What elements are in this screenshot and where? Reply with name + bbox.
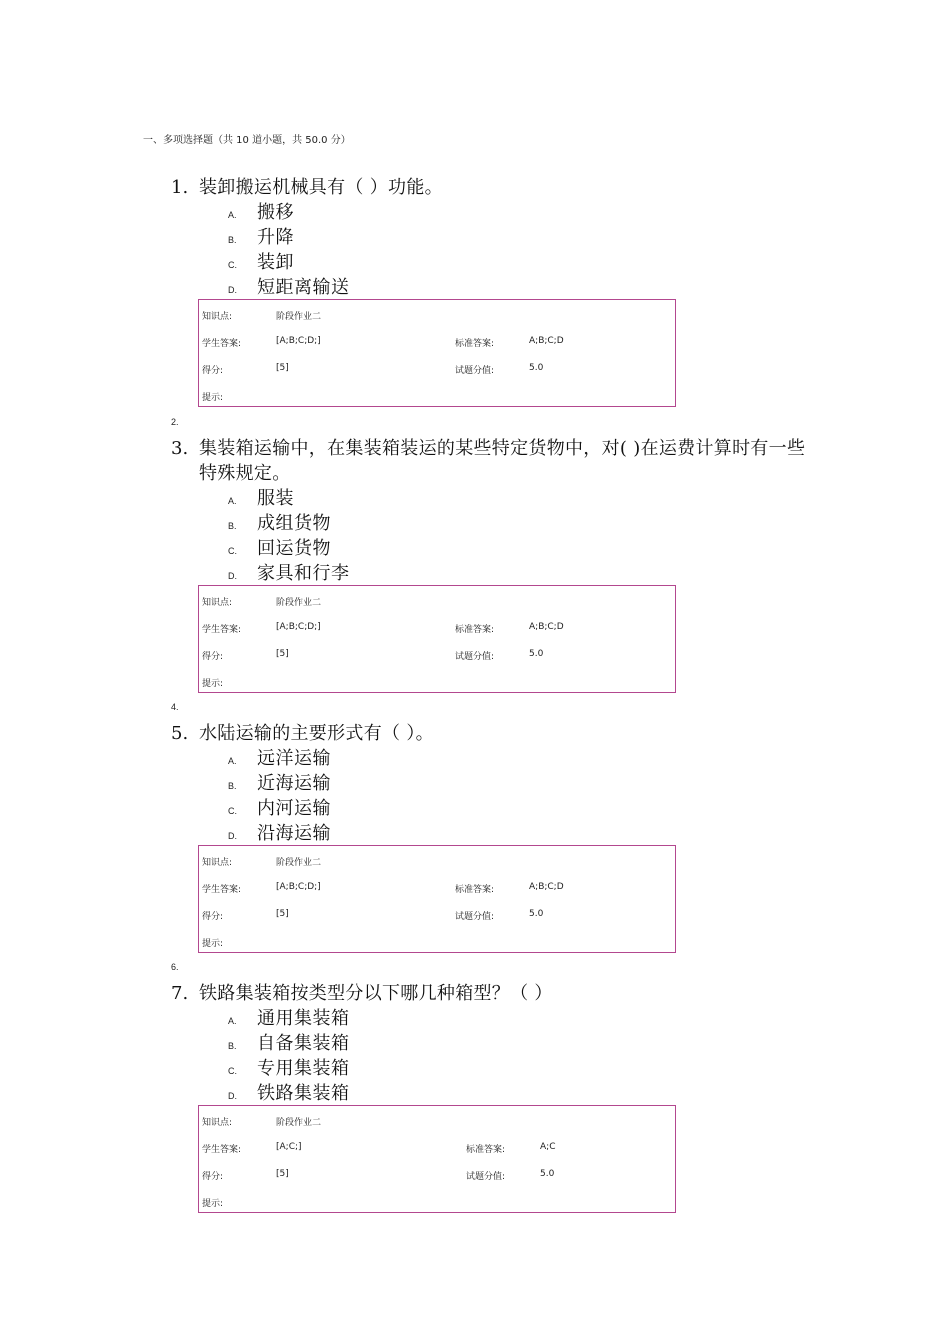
question-value: 5.0 (529, 363, 544, 373)
knowledge-label: 知识点: (202, 1118, 233, 1128)
option-text: 通用集装箱 (257, 1008, 350, 1029)
question-value: 5.0 (529, 909, 544, 919)
answer-box (198, 1105, 676, 1213)
standard-answer-label: 标准答案: (466, 1145, 506, 1155)
option-c (0, 796, 500, 821)
answer-box (198, 585, 676, 693)
option-letter: C. (228, 806, 237, 816)
option-text: 短距离输送 (257, 277, 350, 298)
option-text: 服装 (257, 488, 294, 509)
option-letter: B. (228, 521, 237, 531)
question-value: 5.0 (529, 649, 544, 659)
question-number-6: 6. (171, 962, 179, 972)
score-value: [5] (276, 909, 289, 919)
option-a (0, 200, 500, 225)
student-answer-value: [A;B;C;D;] (276, 882, 321, 892)
knowledge-value: 阶段作业二 (276, 598, 322, 608)
option-a (0, 486, 500, 511)
knowledge-value: 阶段作业二 (276, 858, 322, 868)
option-b (0, 1031, 500, 1056)
standard-answer-label: 标准答案: (455, 625, 495, 635)
student-answer-label: 学生答案: (202, 1145, 242, 1155)
option-c (0, 536, 500, 561)
option-text: 内河运输 (257, 798, 331, 819)
option-letter: A. (228, 496, 237, 506)
question-text: 集装箱运输中，在集装箱装运的某些特定货物中，对( )在运费计算时有一些特殊规定。 (199, 438, 806, 484)
standard-answer-value: A;C (540, 1142, 556, 1152)
question-value: 5.0 (540, 1169, 555, 1179)
answer-box (198, 299, 676, 407)
option-letter: D. (228, 1091, 237, 1101)
knowledge-label: 知识点: (202, 312, 233, 322)
question-text: 装卸搬运机械具有（ ）功能。 (199, 177, 443, 198)
option-text: 回运货物 (257, 538, 331, 559)
option-text: 铁路集装箱 (257, 1083, 350, 1104)
question-value-label: 试题分值: (466, 1172, 506, 1182)
question-value-label: 试题分值: (455, 912, 495, 922)
option-text: 装卸 (257, 252, 294, 273)
option-a (0, 1006, 500, 1031)
option-d (0, 1081, 500, 1106)
student-answer-value: [A;B;C;D;] (276, 336, 321, 346)
option-letter: C. (228, 260, 237, 270)
question-number: 3. (171, 438, 189, 459)
option-text: 升降 (257, 227, 294, 248)
standard-answer-value: A;B;C;D (529, 882, 564, 892)
question-number: 5. (171, 723, 189, 744)
option-b (0, 511, 500, 536)
option-letter: B. (228, 235, 237, 245)
student-answer-value: [A;B;C;D;] (276, 622, 321, 632)
option-letter: D. (228, 285, 237, 295)
student-answer-label: 学生答案: (202, 339, 242, 349)
score-label: 得分: (202, 652, 224, 662)
standard-answer-label: 标准答案: (455, 885, 495, 895)
section-title: 一、多项选择题（共 10 道小题，共 50.0 分） (143, 135, 351, 146)
score-value: [5] (276, 649, 289, 659)
student-answer-label: 学生答案: (202, 885, 242, 895)
option-b (0, 771, 500, 796)
option-text: 搬移 (257, 202, 294, 223)
option-text: 成组货物 (257, 513, 331, 534)
option-letter: D. (228, 571, 237, 581)
score-label: 得分: (202, 912, 224, 922)
option-letter: D. (228, 831, 237, 841)
student-answer-label: 学生答案: (202, 625, 242, 635)
standard-answer-value: A;B;C;D (529, 336, 564, 346)
question-number-4: 4. (171, 702, 179, 712)
answer-box (198, 845, 676, 953)
question-number: 7. (171, 983, 189, 1004)
score-label: 得分: (202, 1172, 224, 1182)
hint-label: 提示: (202, 939, 224, 949)
option-letter: A. (228, 1016, 237, 1026)
student-answer-value: [A;C;] (276, 1142, 302, 1152)
option-text: 远洋运输 (257, 748, 331, 769)
option-d (0, 275, 500, 300)
score-value: [5] (276, 363, 289, 373)
hint-label: 提示: (202, 679, 224, 689)
option-c (0, 250, 500, 275)
standard-answer-value: A;B;C;D (529, 622, 564, 632)
option-a (0, 746, 500, 771)
option-d (0, 561, 500, 586)
score-value: [5] (276, 1169, 289, 1179)
option-letter: C. (228, 1066, 237, 1076)
option-letter: B. (228, 781, 237, 791)
knowledge-value: 阶段作业二 (276, 312, 322, 322)
question-text: 铁路集装箱按类型分以下哪几种箱型？（ ） (199, 983, 553, 1004)
option-text: 沿海运输 (257, 823, 331, 844)
question-value-label: 试题分值: (455, 366, 495, 376)
option-d (0, 821, 500, 846)
standard-answer-label: 标准答案: (455, 339, 495, 349)
hint-label: 提示: (202, 393, 224, 403)
option-letter: C. (228, 546, 237, 556)
option-text: 近海运输 (257, 773, 331, 794)
option-letter: B. (228, 1041, 237, 1051)
option-b (0, 225, 500, 250)
hint-label: 提示: (202, 1199, 224, 1209)
option-text: 家具和行李 (257, 563, 350, 584)
option-letter: A. (228, 210, 237, 220)
option-text: 自备集装箱 (257, 1033, 350, 1054)
question-text: 水陆运输的主要形式有（ ）。 (199, 723, 434, 744)
knowledge-label: 知识点: (202, 598, 233, 608)
question-number: 1. (171, 177, 189, 198)
knowledge-label: 知识点: (202, 858, 233, 868)
option-letter: A. (228, 756, 237, 766)
option-c (0, 1056, 500, 1081)
score-label: 得分: (202, 366, 224, 376)
question-number-2: 2. (171, 417, 179, 427)
knowledge-value: 阶段作业二 (276, 1118, 322, 1128)
option-text: 专用集装箱 (257, 1058, 350, 1079)
question-value-label: 试题分值: (455, 652, 495, 662)
